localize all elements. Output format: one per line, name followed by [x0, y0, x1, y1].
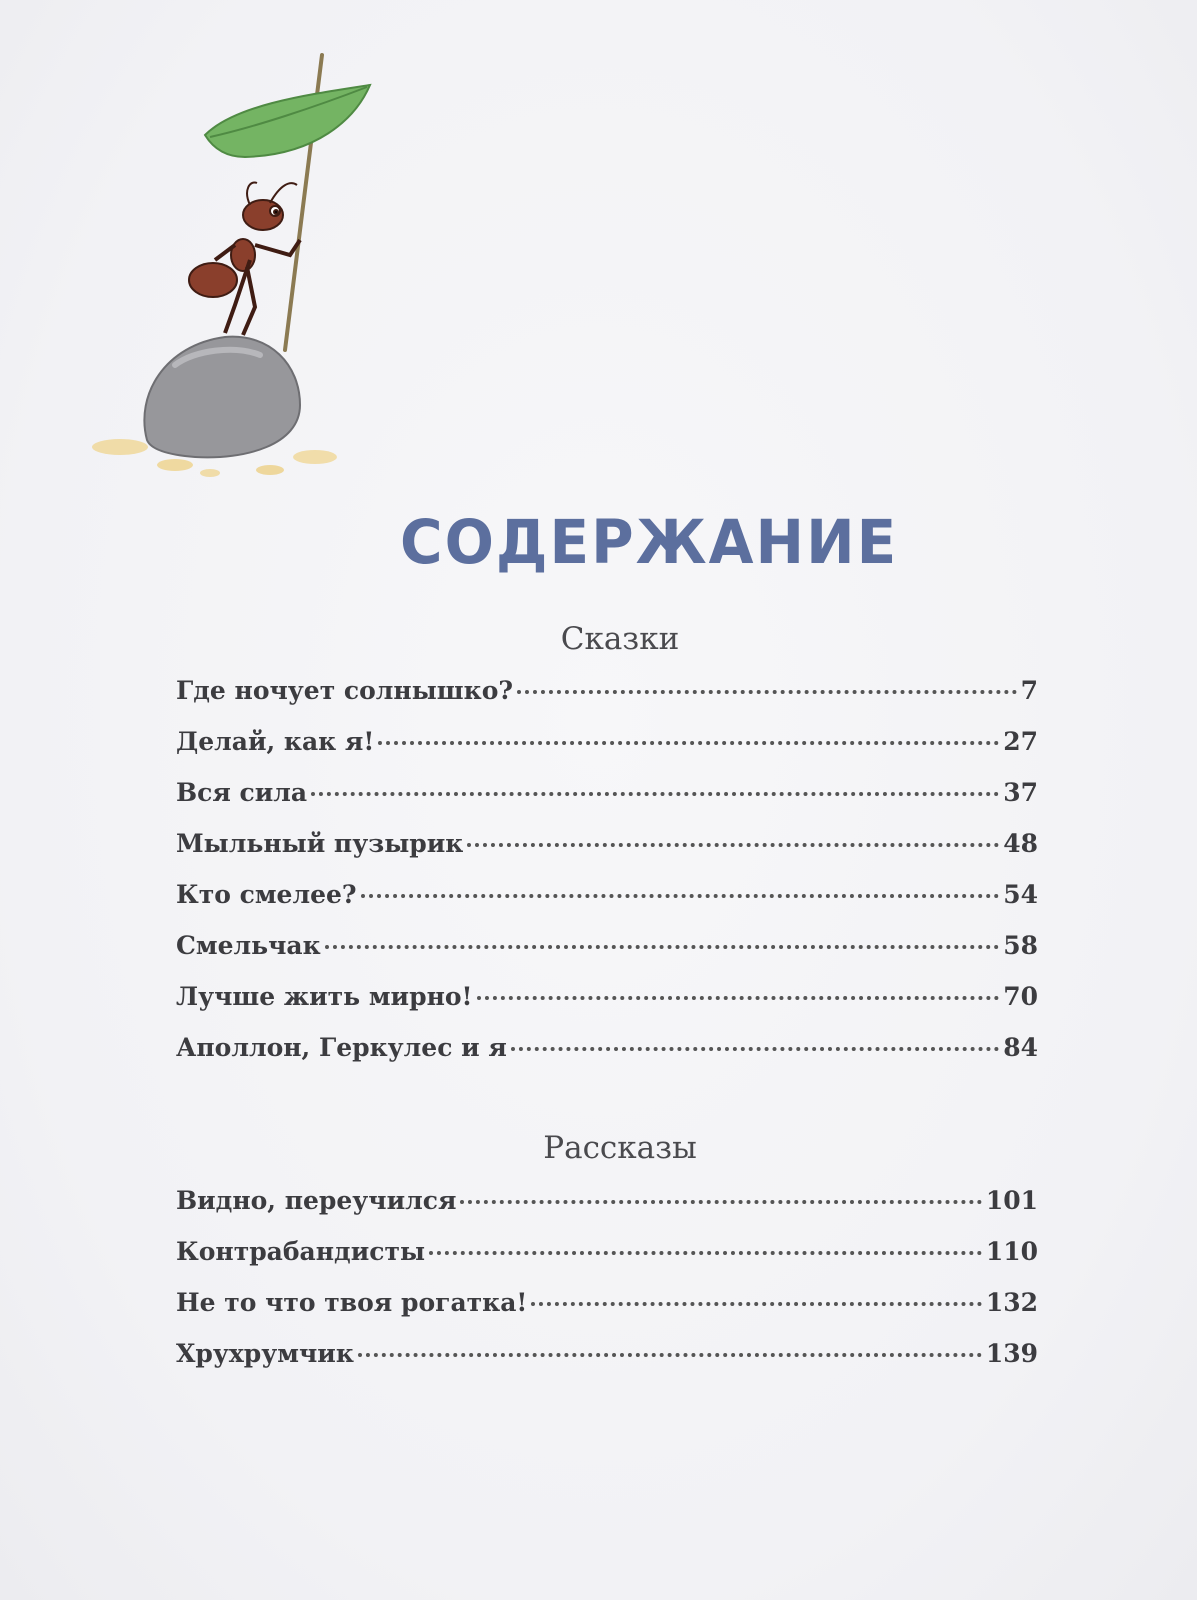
sand-pebble	[200, 469, 220, 477]
toc-entry[interactable]	[176, 778, 1038, 829]
toc-entry-page: 48	[1003, 829, 1038, 858]
toc-entry-page: 110	[985, 1237, 1038, 1266]
section-heading-stories: Рассказы	[543, 1130, 697, 1166]
toc-entry-page: 132	[985, 1288, 1038, 1317]
dot-leader	[460, 1200, 981, 1204]
ant	[189, 182, 300, 335]
toc-entry-title: Видно, переучился	[176, 1186, 457, 1215]
ant-on-stone-illustration	[85, 45, 395, 495]
sand-pebble	[293, 450, 337, 464]
dot-leader	[517, 690, 1017, 694]
dot-leader	[531, 1302, 981, 1306]
toc-entry[interactable]	[176, 1237, 1038, 1288]
dot-leader	[361, 894, 1000, 898]
toc-entry-page: 54	[1003, 880, 1038, 909]
toc-entry-page: 139	[985, 1339, 1038, 1368]
toc-entry-title: Контрабандисты	[176, 1237, 426, 1266]
dot-leader	[378, 741, 999, 745]
toc-entry[interactable]	[176, 1033, 1038, 1084]
toc-entry-title: Делай, как я!	[176, 727, 375, 756]
sand-pebble	[157, 459, 193, 471]
dot-leader	[511, 1047, 999, 1051]
toc-entry[interactable]	[176, 1339, 1038, 1390]
toc-entry-title: Лучше жить мирно!	[176, 982, 473, 1011]
sand-pebble	[256, 465, 284, 475]
toc-list-stories	[176, 1186, 1038, 1390]
toc-list-fairy-tales	[176, 676, 1038, 1084]
toc-entry[interactable]	[176, 931, 1038, 982]
toc-entry-page: 27	[1003, 727, 1038, 756]
dot-leader	[311, 792, 999, 796]
toc-entry[interactable]	[176, 727, 1038, 778]
toc-entry-page: 37	[1003, 778, 1038, 807]
toc-entry-page: 70	[1003, 982, 1038, 1011]
toc-entry-title: Аполлон, Геркулес и я	[176, 1033, 507, 1062]
contents-title: СОДЕРЖАНИЕ	[400, 506, 899, 578]
toc-entry[interactable]	[176, 676, 1038, 727]
toc-entry-title: Кто смелее?	[176, 880, 357, 909]
toc-entry-title: Вся сила	[176, 778, 308, 807]
dot-leader	[358, 1353, 982, 1357]
toc-entry[interactable]	[176, 1186, 1038, 1237]
sand-pebble	[92, 439, 148, 455]
toc-entry-title: Где ночует солнышко?	[176, 676, 514, 705]
toc-entry-title: Хрухрумчик	[176, 1339, 354, 1368]
toc-entry-page: 101	[985, 1186, 1038, 1215]
toc-entry[interactable]	[176, 880, 1038, 931]
toc-entry-title: Не то что твоя рогатка!	[176, 1288, 528, 1317]
toc-entry-page: 7	[1020, 676, 1038, 705]
toc-entry-title: Мыльный пузырик	[176, 829, 464, 858]
toc-entry-page: 84	[1003, 1033, 1038, 1062]
dot-leader	[429, 1251, 982, 1255]
toc-entry[interactable]	[176, 829, 1038, 880]
toc-entry[interactable]	[176, 982, 1038, 1033]
dot-leader	[467, 843, 999, 847]
stone	[144, 337, 300, 458]
toc-entry[interactable]	[176, 1288, 1038, 1339]
toc-entry-title: Смельчак	[176, 931, 321, 960]
dot-leader	[477, 996, 1000, 1000]
toc-entry-page: 58	[1003, 931, 1038, 960]
section-heading-fairy-tales: Сказки	[560, 621, 680, 657]
dot-leader	[325, 945, 1000, 949]
